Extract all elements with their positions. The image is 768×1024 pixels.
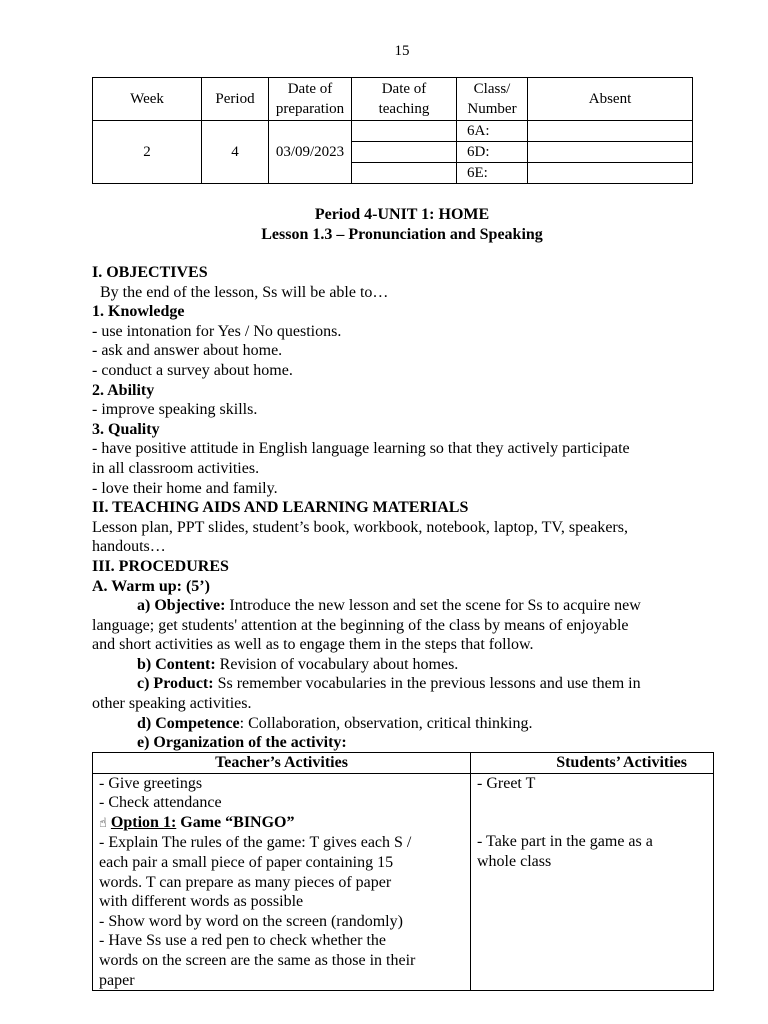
week-value: 2 [93, 121, 202, 184]
objective-line: a) Objective: Introduce the new lesson and set the scene for Ss to acquire new [137, 597, 641, 615]
class-6a: 6A: [457, 121, 528, 142]
absent-cell [528, 163, 693, 184]
option-1-line [99, 813, 464, 834]
date-teaching-cell [352, 163, 457, 184]
header-class-number: Class/ Number [457, 78, 528, 121]
absent-cell [528, 121, 693, 142]
objective-line: language; get students' attention at the beginning of the class by means of enjoyable [92, 616, 629, 634]
quality-item: - love their home and family. [92, 479, 278, 497]
teacher-line: - Explain The rules of the game: T gives each S / [99, 834, 412, 852]
teacher-line: - Give greetings [99, 774, 203, 792]
option-label: Option 1: [110, 813, 177, 831]
teacher-line: words. T can prepare as many pieces of paper [99, 873, 392, 891]
quality-item: - have positive attitude in English language learning so that they actively participate [92, 440, 630, 458]
competence-line: d) Competence: Collaboration, observation, critical thinking. [137, 714, 533, 732]
date-preparation-value: 03/09/2023 [269, 121, 352, 184]
student-line: whole class [477, 852, 552, 870]
option-game: Game “BINGO” [176, 813, 295, 831]
lesson-info-table [92, 77, 693, 184]
class-6d: 6D: [457, 142, 528, 163]
header-absent: Absent [528, 78, 693, 121]
teacher-line: - Have Ss use a red pen to check whether the [99, 932, 386, 950]
aids-line: Lesson plan, PPT slides, student’s book, workbook, notebook, laptop, TV, speakers, [92, 518, 628, 536]
teacher-line: words on the screen are the same as those in their [99, 951, 416, 969]
activity-table [92, 752, 714, 991]
product-line: other speaking activities. [92, 695, 252, 713]
absent-cell [528, 142, 693, 163]
hand-pointer-icon: ☝ [99, 815, 107, 831]
header-period: Period [202, 78, 269, 121]
page-number: 15 [394, 43, 410, 59]
knowledge-item: - ask and answer about home. [92, 342, 283, 360]
content-line: b) Content: Revision of vocabulary about homes. [137, 655, 459, 673]
student-line: - Take part in the game as a [477, 833, 653, 851]
teacher-line: - Check attendance [99, 794, 222, 812]
ability-item: - improve speaking skills. [92, 401, 258, 419]
date-teaching-cell [352, 142, 457, 163]
aids-heading: II. TEACHING AIDS AND LEARNING MATERIALS [92, 499, 469, 517]
period-value: 4 [202, 121, 269, 184]
objectives-heading: I. OBJECTIVES [92, 264, 208, 281]
header-date-preparation: Date of preparation [269, 78, 352, 121]
product-line: c) Product: Ss remember vocabularies in the previous lessons and use them in [137, 675, 641, 693]
quality-item-continued: in all classroom activities. [92, 459, 260, 477]
lesson-title: Period 4-UNIT 1: HOME [314, 206, 490, 223]
objectives-intro: By the end of the lesson, Ss will be able to… [100, 283, 389, 301]
procedures-heading: III. PROCEDURES [92, 557, 229, 575]
knowledge-heading: 1. Knowledge [92, 303, 185, 321]
quality-heading: 3. Quality [92, 420, 160, 438]
aids-line: handouts… [92, 538, 166, 556]
student-line: - Greet T [477, 774, 536, 792]
lesson-subtitle: Lesson 1.3 – Pronunciation and Speaking [261, 226, 543, 243]
knowledge-item: - use intonation for Yes / No questions. [92, 322, 342, 340]
header-week: Week [93, 78, 202, 121]
teacher-line: paper [99, 971, 135, 989]
class-6e: 6E: [457, 163, 528, 184]
date-teaching-cell [352, 121, 457, 142]
warmup-heading: A. Warm up: (5’) [92, 577, 210, 595]
teacher-line: - Show word by word on the screen (randomly) [99, 912, 403, 930]
teacher-line: each pair a small piece of paper containing 15 [99, 853, 394, 871]
objective-line: and short activities as well as to engage them in the steps that follow. [92, 636, 534, 654]
knowledge-item: - conduct a survey about home. [92, 361, 293, 379]
lesson-body [92, 263, 717, 753]
header-date-teaching: Date of teaching [352, 78, 457, 121]
teacher-activities-header: Teacher’s Activities [93, 753, 471, 774]
organization-heading: e) Organization of the activity: [137, 734, 347, 752]
ability-heading: 2. Ability [92, 381, 155, 399]
students-activities-cell [471, 773, 714, 991]
teacher-activities-cell [93, 773, 471, 991]
students-activities-header: Students’ Activities [471, 753, 714, 774]
teacher-line: with different words as possible [99, 893, 304, 911]
